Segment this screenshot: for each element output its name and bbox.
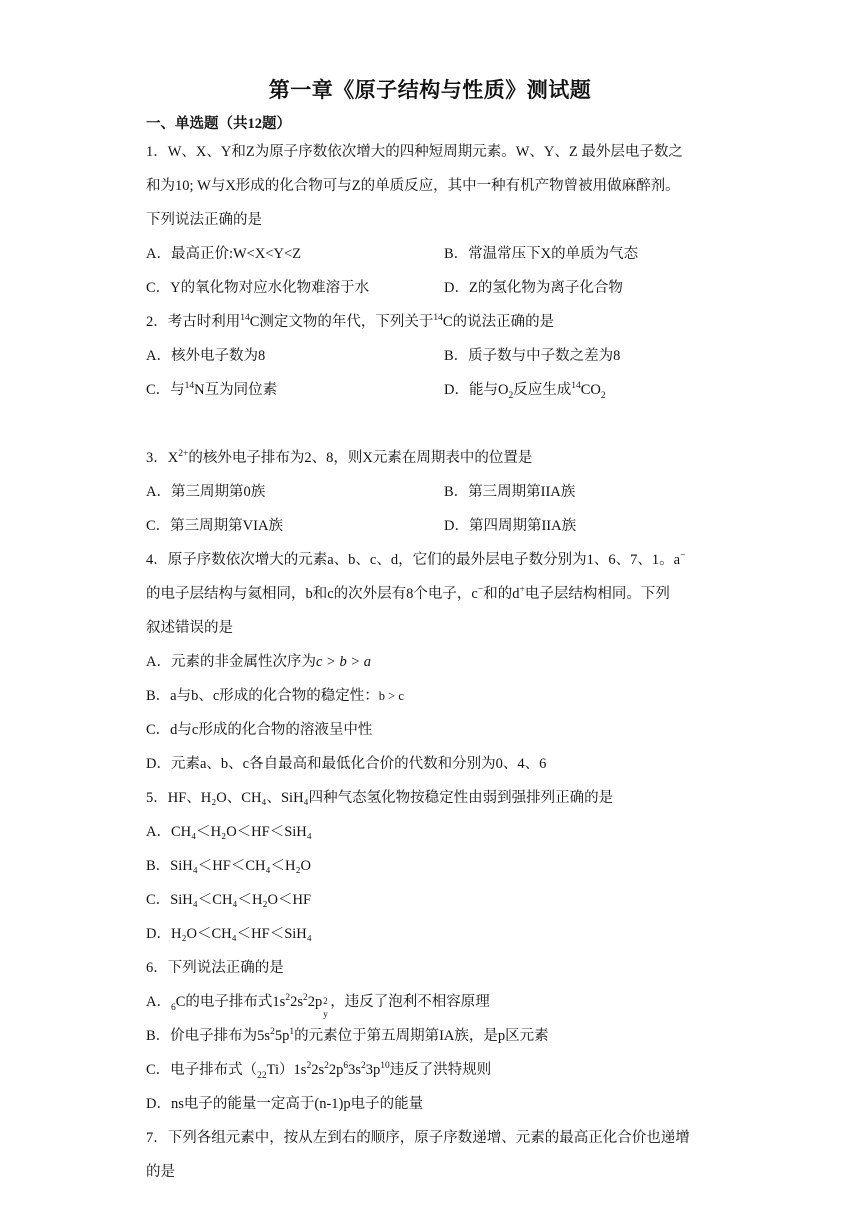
q2-stem-part-a: 2．考古时利用	[146, 314, 241, 330]
q6-option-b-part-a: B．价电子排布为5s	[146, 1028, 271, 1044]
q4-option-c: C．d与c形成的化合物的溶液呈中性	[146, 722, 373, 738]
q4-d-plus: +	[519, 585, 525, 596]
q2-option-b: B．质子数与中子数之差为8	[444, 348, 621, 364]
q4-option-b	[146, 684, 404, 705]
q2-option-c-part-b: N互为同位素	[194, 382, 278, 398]
q1-option-b: B．常温常压下X的单质为气态	[444, 246, 639, 262]
q4-stem-line2-part-c: 电子层结构相同。下列	[524, 586, 670, 602]
q6-option-a-atomic-number: 6	[170, 1002, 176, 1013]
q1-option-a: A．最高正价:W<X<Y<Z	[146, 246, 302, 262]
q4-option-a	[146, 650, 371, 671]
q2-option-d-sub-2: 2	[600, 390, 606, 401]
q6-option-a-part-b: C的电子排布式1s	[175, 994, 286, 1010]
section-heading: 一、单选题（共12题）	[146, 116, 291, 132]
q2-stem-part-c: C的说法正确的是	[442, 314, 555, 330]
q6-option-b	[146, 1024, 549, 1045]
q6-option-a	[146, 990, 490, 1019]
q6-option-a-part-d: 2p	[307, 994, 323, 1010]
q2-option-c-mass: 14	[184, 381, 195, 392]
q4-stem-line2-part-a: 的电子层结构与氦相同，b和c的次外层有8个电子，c	[146, 586, 478, 602]
q6-option-c-part-e: 3s	[348, 1062, 362, 1078]
q2-option-d-part-c: CO	[580, 382, 601, 398]
q7-stem-line1: 7．下列各组元素中，按从左到右的顺序，原子序数递增、元素的最高正化合价也递增	[146, 1130, 690, 1146]
q6-option-a-label: A．	[146, 994, 171, 1010]
q7-stem-line2: 的是	[146, 1164, 175, 1180]
q6-option-c-part-b: Ti）1s	[266, 1062, 307, 1078]
q2-mass-number-2: 14	[433, 313, 443, 324]
q1-stem-line1: 1．W、X、Y和Z为原子序数依次增大的四种短周期元素。W、Y、Z 最外层电子数之	[146, 144, 683, 160]
q4-a-minus: −	[680, 551, 686, 562]
q4-option-a-formula: c > b > a	[315, 654, 371, 670]
q4-option-b-formula: b > c	[378, 689, 404, 703]
q6-option-b-part-c: 的元素位于第五周期第IA族，是p区元素	[294, 1028, 549, 1044]
q5-option-b: B．SiH₄＜HF＜CH₄＜H₂O	[146, 858, 312, 874]
q5-option-c: C．SiH₄＜CH₄＜H₂O＜HF	[146, 892, 312, 908]
q2-mass-number-1: 14	[240, 313, 250, 324]
q3-stem-part-a: 3．X	[146, 450, 179, 466]
q2-option-a: A．核外电子数为8	[146, 348, 266, 364]
q6-option-c-part-d: 2p	[328, 1062, 344, 1078]
q6-option-c-sup-5: 10	[380, 1061, 390, 1072]
q3-option-c: C．第三周期第VIA族	[146, 518, 283, 534]
q6-option-a-part-e: ，违反了泡利不相容原理	[330, 994, 490, 1010]
q6-option-a-sup-3: 2	[323, 996, 328, 1006]
q5-option-d: D．H₂O＜CH₄＜HF＜SiH₄	[146, 926, 312, 942]
page-title: 第一章《原子结构与性质》测试题	[268, 78, 592, 102]
q6-option-c-part-g: 违反了洪特规则	[389, 1062, 492, 1078]
q4-option-d: D．元素a、b、c各自最高和最低化合价的代数和分别为0、4、6	[146, 756, 547, 772]
q6-option-b-sup-1: 2	[270, 1027, 275, 1038]
q4-option-b-text: B．a与b、c形成的化合物的稳定性：	[146, 688, 379, 704]
q3-option-a: A．第三周期第0族	[146, 484, 266, 500]
q2-stem	[146, 310, 554, 331]
q6-option-a-sup-1: 2	[285, 993, 291, 1004]
q2-option-d-part-b: 反应生成	[513, 382, 572, 398]
q5-stem: 5．HF、H₂O、CH₄、SiH₄四种气态氢化物按稳定性由弱到强排列正确的是	[146, 790, 614, 806]
q4-stem-line1	[146, 548, 685, 569]
q6-option-c-sup-1: 2	[306, 1061, 312, 1072]
q2-stem-part-b: C测定文物的年代，下列关于	[249, 314, 434, 330]
q6-option-b-sup-2: 1	[289, 1027, 295, 1038]
q1-stem-line3: 下列说法正确的是	[146, 212, 262, 228]
q1-option-d: D．Z的氢化物为离子化合物	[444, 280, 623, 296]
q6-option-a-sub-y: y	[323, 1009, 328, 1019]
q6-option-c-atomic-number: 22	[257, 1070, 267, 1081]
q4-option-a-text: A．元素的非金属性次序为	[146, 654, 316, 670]
q3-stem	[146, 446, 532, 467]
q6-option-c-sup-2: 2	[324, 1061, 329, 1072]
q6-option-c-part-f: 3p	[365, 1062, 381, 1078]
q2-option-d-sub-1: 2	[508, 390, 514, 401]
q6-option-a-sup-2: 2	[302, 993, 308, 1004]
q4-c-minus: −	[477, 585, 484, 596]
q1-option-c: C．Y的氧化物对应水化物难溶于水	[146, 280, 370, 296]
q4-stem-line3: 叙述错误的是	[146, 620, 233, 636]
q5-option-a: A．CH₄＜H₂O＜HF＜SiH₄	[146, 824, 312, 840]
q4-stem-line1-text: 4．原子序数依次增大的元素a、b、c、d，它们的最外层电子数分别为1、6、7、1。a	[146, 552, 681, 568]
q4-stem-line2-part-b: 和的d	[483, 586, 520, 602]
q6-option-c-part-c: 2s	[311, 1062, 325, 1078]
q3-charge: 2+	[178, 449, 189, 460]
q6-option-b-part-b: 5p	[274, 1028, 290, 1044]
q2-option-c	[146, 378, 277, 399]
q6-stem: 6．下列说法正确的是	[146, 960, 284, 976]
q2-option-d-mass: 14	[571, 381, 581, 392]
q1-stem-line2: 和为10; W与X形成的化合物可与Z的单质反应，其中一种有机产物曾被用做麻醉剂。	[146, 178, 680, 194]
q4-stem-line2	[146, 582, 670, 603]
q6-option-d: D．ns电子的能量一定高于(n-1)p电子的能量	[146, 1096, 424, 1112]
q2-option-c-part-a: C．与	[146, 382, 185, 398]
q3-stem-part-b: 的核外电子排布为2、8，则X元素在周期表中的位置是	[188, 450, 533, 466]
q3-option-d: D．第四周期第IIA族	[444, 518, 577, 534]
q6-option-c-sup-3: 6	[343, 1061, 349, 1072]
q6-option-c	[146, 1058, 491, 1079]
q2-option-d	[444, 378, 606, 399]
q6-option-c-sup-4: 2	[361, 1061, 366, 1072]
q3-option-b: B．第三周期第IIA族	[444, 484, 576, 500]
q6-option-c-part-a: C．电子排布式（	[146, 1062, 258, 1078]
q2-option-d-part-a: D．能与O	[444, 382, 509, 398]
q6-option-a-part-c: 2s	[290, 994, 303, 1010]
